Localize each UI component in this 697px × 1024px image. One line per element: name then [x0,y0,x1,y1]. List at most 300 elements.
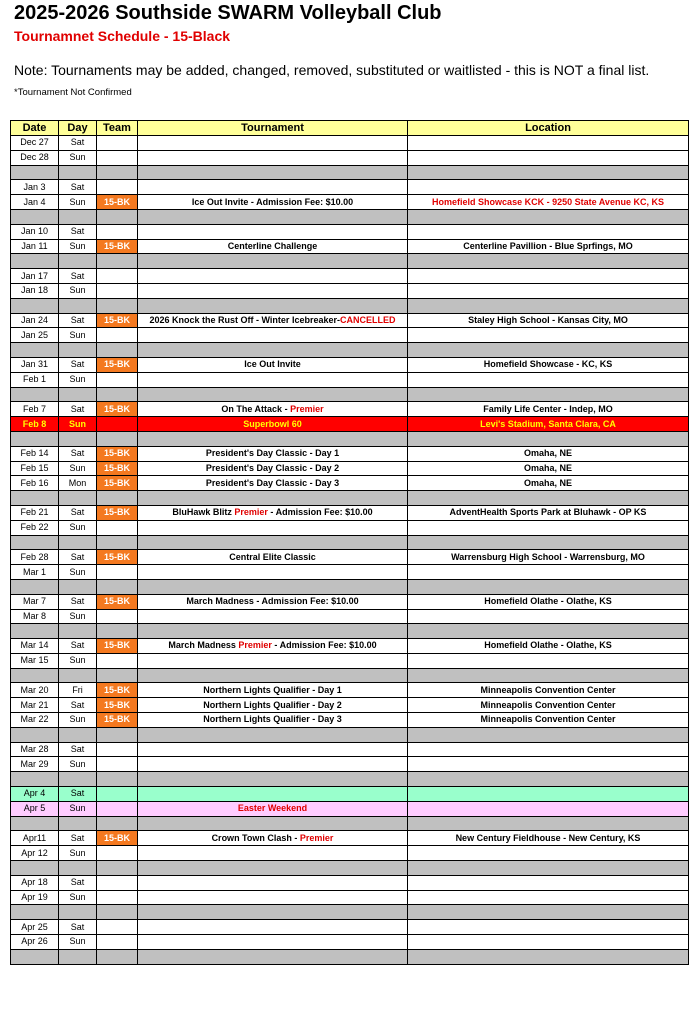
spacer-cell [408,816,689,831]
table-row [11,639,689,654]
tournament-cell [138,150,408,165]
tournament-cell [138,328,408,343]
location-cell [408,653,689,668]
spacer-cell [408,535,689,550]
team-cell: 15-BK [97,639,138,654]
tournament-cell [138,565,408,580]
day-cell: Sat [59,875,97,890]
tournament-text: BluHawk Blitz [172,507,235,518]
day-cell: Sat [59,698,97,713]
team-cell: 15-BK [97,550,138,565]
spacer-cell [59,727,97,742]
table-row [11,328,689,343]
table-row [11,935,689,950]
tournament-text: Ice Out Invite - Admission Fee: $10.00 [191,196,354,207]
team-cell [97,283,138,298]
team-cell [97,801,138,816]
column-header-tournament: Tournament [138,121,408,136]
spacer-cell [97,905,138,920]
team-cell [97,150,138,165]
location-cell [408,565,689,580]
location-cell: Omaha, NE [408,461,689,476]
spacer-row [11,535,689,550]
spacer-cell [138,431,408,446]
location-cell: Warrensburg High School - Warrensburg, MO [408,550,689,565]
table-row [11,742,689,757]
team-cell: 15-BK [97,446,138,461]
date-cell: Apr 5 [11,801,59,816]
table-row [11,875,689,890]
day-cell: Sat [59,742,97,757]
spacer-cell [408,491,689,506]
spacer-cell [59,861,97,876]
date-cell: Jan 31 [11,357,59,372]
team-cell [97,787,138,802]
tournament-text: March Madness [168,640,239,651]
spacer-cell [97,387,138,402]
location-cell: Levi's Stadium, Santa Clara, CA [408,417,689,432]
spacer-cell [408,905,689,920]
spacer-row [11,387,689,402]
team-cell [97,269,138,284]
location-cell: Family Life Center - Indep, MO [408,402,689,417]
date-cell: Apr 25 [11,920,59,935]
spacer-cell [138,727,408,742]
table-row [11,594,689,609]
spacer-cell [408,727,689,742]
spacer-row [11,861,689,876]
tournament-cell [138,461,408,476]
spacer-cell [138,949,408,964]
table-row [11,890,689,905]
table-row [11,357,689,372]
date-cell: Feb 8 [11,417,59,432]
date-cell: Jan 25 [11,328,59,343]
spacer-cell [97,254,138,269]
date-cell: Jan 10 [11,224,59,239]
spacer-cell [59,387,97,402]
spacer-cell [11,431,59,446]
tournament-text: Central Elite Classic [229,551,316,562]
spacer-cell [408,772,689,787]
date-cell: Jan 17 [11,269,59,284]
tournament-cell [138,283,408,298]
spacer-cell [408,949,689,964]
team-cell: 15-BK [97,713,138,728]
spacer-cell [97,165,138,180]
location-cell: Minneapolis Convention Center [408,698,689,713]
date-cell: Mar 1 [11,565,59,580]
location-cell [408,372,689,387]
day-cell: Sun [59,846,97,861]
schedule-note: Note: Tournaments may be added, changed, removed, substituted or waitlisted - this is NOT a final list. [14,62,650,78]
date-cell: Mar 28 [11,742,59,757]
table-row [11,136,689,151]
spacer-row [11,298,689,313]
spacer-cell [97,298,138,313]
day-cell: Sun [59,195,97,210]
team-cell [97,565,138,580]
spacer-row [11,949,689,964]
location-cell [408,609,689,624]
tournament-text: Superbowl 60 [243,418,302,429]
table-row [11,402,689,417]
spacer-row [11,431,689,446]
spacer-cell [59,209,97,224]
location-cell: Homefield Showcase KCK - 9250 State Avenue KC, KS [408,195,689,210]
tournament-cell [138,639,408,654]
spacer-row [11,165,689,180]
spacer-cell [59,816,97,831]
location-cell: Omaha, NE [408,446,689,461]
table-row [11,461,689,476]
day-cell: Sun [59,565,97,580]
spacer-row [11,816,689,831]
team-cell: 15-BK [97,594,138,609]
table-row [11,180,689,195]
day-cell: Sun [59,935,97,950]
team-cell [97,846,138,861]
day-cell: Sun [59,609,97,624]
location-cell: Omaha, NE [408,476,689,491]
tournament-text: Easter Weekend [237,803,308,814]
tournament-cell [138,402,408,417]
tournament-highlight-text: Premier [290,403,324,414]
spacer-cell [408,298,689,313]
location-cell [408,520,689,535]
spacer-cell [59,298,97,313]
tournament-text: Centerline Challenge [227,240,318,251]
table-row [11,417,689,432]
team-cell: 15-BK [97,683,138,698]
spacer-cell [408,343,689,358]
team-cell [97,890,138,905]
spacer-cell [97,668,138,683]
location-cell: New Century Fieldhouse - New Century, KS [408,831,689,846]
location-cell [408,890,689,905]
tournament-text: March Madness - Admission Fee: $10.00 [186,596,359,607]
tournament-cell [138,550,408,565]
tournament-cell [138,357,408,372]
location-cell [408,920,689,935]
spacer-cell [59,535,97,550]
location-cell: Staley High School - Kansas City, MO [408,313,689,328]
table-row [11,831,689,846]
day-cell: Sun [59,461,97,476]
spacer-cell [59,165,97,180]
date-cell: Apr 12 [11,846,59,861]
location-cell [408,283,689,298]
day-cell: Sat [59,357,97,372]
day-cell: Sat [59,831,97,846]
tournament-cell [138,683,408,698]
spacer-cell [59,949,97,964]
team-cell: 15-BK [97,831,138,846]
spacer-cell [97,772,138,787]
date-cell: Feb 21 [11,505,59,520]
spacer-row [11,905,689,920]
table-row [11,713,689,728]
location-cell [408,150,689,165]
spacer-cell [408,254,689,269]
location-cell: Homefield Showcase - KC, KS [408,357,689,372]
spacer-cell [138,298,408,313]
date-cell: Feb 15 [11,461,59,476]
spacer-cell [11,624,59,639]
spacer-cell [11,298,59,313]
day-cell: Sun [59,150,97,165]
team-cell: 15-BK [97,357,138,372]
spacer-row [11,254,689,269]
date-cell: Feb 7 [11,402,59,417]
tournament-text: President's Day Classic - Day 1 [205,448,340,459]
spacer-cell [11,668,59,683]
spacer-cell [11,905,59,920]
spacer-cell [11,949,59,964]
location-cell [408,787,689,802]
spacer-cell [11,861,59,876]
table-row [11,550,689,565]
day-cell: Sun [59,417,97,432]
date-cell: Jan 3 [11,180,59,195]
spacer-cell [138,861,408,876]
tournament-cell [138,609,408,624]
location-cell [408,935,689,950]
team-cell [97,328,138,343]
day-cell: Sat [59,313,97,328]
spacer-row [11,727,689,742]
spacer-cell [408,668,689,683]
location-cell: Minneapolis Convention Center [408,683,689,698]
tournament-cell [138,269,408,284]
date-cell: Feb 14 [11,446,59,461]
spacer-cell [138,343,408,358]
spacer-cell [138,387,408,402]
tournament-text: Ice Out Invite [244,359,301,370]
table-row [11,787,689,802]
tournament-cell [138,313,408,328]
tournament-cell [138,801,408,816]
date-cell: Apr 26 [11,935,59,950]
spacer-cell [97,535,138,550]
spacer-cell [97,949,138,964]
column-header-team: Team [97,121,138,136]
team-cell [97,520,138,535]
location-cell [408,742,689,757]
spacer-row [11,209,689,224]
spacer-cell [59,624,97,639]
tournament-cell [138,757,408,772]
tournament-cell [138,713,408,728]
tournament-highlight-text: Premier [234,507,268,518]
team-cell: 15-BK [97,698,138,713]
date-cell: Mar 29 [11,757,59,772]
table-row [11,372,689,387]
day-cell: Sun [59,890,97,905]
team-cell [97,875,138,890]
spacer-cell [408,387,689,402]
team-cell: 15-BK [97,195,138,210]
date-cell: Jan 18 [11,283,59,298]
tournament-cell [138,520,408,535]
table-row [11,150,689,165]
location-cell [408,136,689,151]
spacer-cell [97,579,138,594]
day-cell: Mon [59,476,97,491]
spacer-cell [59,343,97,358]
date-cell: Feb 1 [11,372,59,387]
table-row [11,224,689,239]
day-cell: Sat [59,505,97,520]
spacer-row [11,624,689,639]
date-cell: Apr 4 [11,787,59,802]
table-row [11,195,689,210]
day-cell: Sat [59,446,97,461]
spacer-cell [59,905,97,920]
date-cell: Apr 18 [11,875,59,890]
spacer-cell [138,624,408,639]
page-title: 2025-2026 Southside SWARM Volleyball Club [14,2,442,24]
table-row [11,801,689,816]
tournament-cell [138,239,408,254]
date-cell: Mar 20 [11,683,59,698]
team-cell [97,653,138,668]
team-cell: 15-BK [97,505,138,520]
date-cell: Jan 24 [11,313,59,328]
table-row [11,757,689,772]
team-cell [97,742,138,757]
table-row [11,313,689,328]
spacer-cell [11,254,59,269]
team-cell [97,935,138,950]
tournament-text: Northern Lights Qualifier - Day 3 [203,714,342,725]
table-row [11,565,689,580]
spacer-cell [408,579,689,594]
spacer-cell [59,668,97,683]
date-cell: Mar 7 [11,594,59,609]
date-cell: Mar 8 [11,609,59,624]
spacer-cell [408,165,689,180]
table-row [11,653,689,668]
day-cell: Sun [59,328,97,343]
table-row [11,520,689,535]
tournament-cell [138,417,408,432]
day-cell: Sun [59,713,97,728]
spacer-cell [11,387,59,402]
date-cell: Mar 14 [11,639,59,654]
date-cell: Jan 11 [11,239,59,254]
page-subtitle: Tournamnet Schedule - 15-Black [14,28,231,44]
tournament-cell [138,698,408,713]
date-cell: Mar 15 [11,653,59,668]
date-cell: Mar 21 [11,698,59,713]
spacer-cell [97,816,138,831]
spacer-cell [11,209,59,224]
spacer-row [11,343,689,358]
tournament-cell [138,446,408,461]
location-cell [408,269,689,284]
date-cell: Mar 22 [11,713,59,728]
day-cell: Sun [59,283,97,298]
table-row [11,446,689,461]
team-cell [97,417,138,432]
spacer-cell [138,254,408,269]
spacer-cell [138,668,408,683]
location-cell [408,801,689,816]
date-cell: Feb 22 [11,520,59,535]
spacer-cell [59,579,97,594]
table-row [11,609,689,624]
day-cell: Sat [59,787,97,802]
tournament-highlight-text: Premier [238,640,272,651]
tournament-cell [138,594,408,609]
spacer-cell [11,579,59,594]
day-cell: Sun [59,372,97,387]
tournament-highlight-text: CANCELLED [339,314,396,325]
spacer-cell [97,727,138,742]
spacer-cell [59,772,97,787]
tournament-cell [138,372,408,387]
tournament-cell [138,505,408,520]
tournament-cell [138,224,408,239]
date-cell: Feb 16 [11,476,59,491]
team-cell [97,136,138,151]
location-cell: Centerline Pavillion - Blue Sprfings, MO [408,239,689,254]
spacer-cell [138,209,408,224]
location-cell: Homefield Olathe - Olathe, KS [408,639,689,654]
table-row [11,698,689,713]
table-row [11,476,689,491]
day-cell: Sun [59,520,97,535]
day-cell: Sat [59,920,97,935]
spacer-row [11,491,689,506]
date-cell: Apr11 [11,831,59,846]
tournament-cell [138,653,408,668]
spacer-cell [11,816,59,831]
spacer-cell [11,491,59,506]
unconfirmed-footnote: *Tournament Not Confirmed [14,87,132,98]
tournament-text: President's Day Classic - Day 3 [205,477,340,488]
spacer-cell [11,535,59,550]
spacer-cell [97,431,138,446]
day-cell: Sat [59,180,97,195]
day-cell: Sat [59,136,97,151]
tournament-text: - Admission Fee: $10.00 [271,640,377,651]
spacer-cell [408,209,689,224]
location-cell [408,224,689,239]
table-row [11,846,689,861]
table-row [11,505,689,520]
tournament-text: On The Attack - [221,403,291,414]
tournament-cell [138,875,408,890]
tournament-highlight-text: Premier [299,832,334,843]
spacer-cell [59,431,97,446]
team-cell: 15-BK [97,476,138,491]
tournament-text: 2026 Knock the Rust Off - Winter Icebreaker- [149,314,340,325]
table-row [11,269,689,284]
header-row [11,121,689,136]
spacer-row [11,668,689,683]
day-cell: Sun [59,801,97,816]
column-header-date: Date [11,121,59,136]
spacer-row [11,772,689,787]
tournament-text: Northern Lights Qualifier - Day 2 [203,699,342,710]
tournament-cell [138,742,408,757]
table-row [11,920,689,935]
tournament-cell [138,920,408,935]
spacer-cell [138,535,408,550]
tournament-text: President's Day Classic - Day 2 [205,462,340,473]
